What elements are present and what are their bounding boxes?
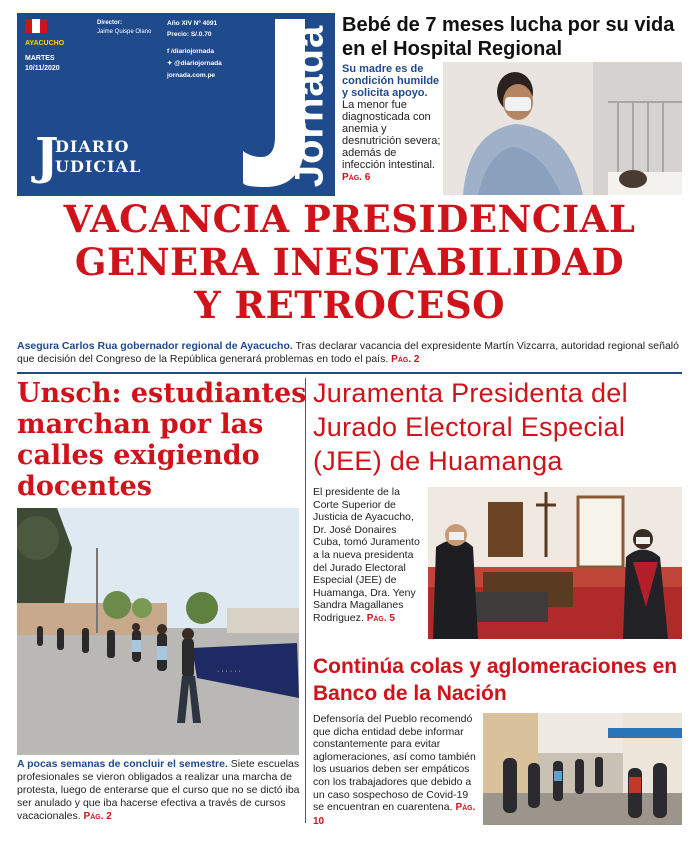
facebook-icon: f xyxy=(167,48,170,55)
diario-judicial-line1: DIARIO xyxy=(55,137,130,156)
diario-judicial-line2: UDICIAL xyxy=(55,157,142,176)
top-story-headline: Bebé de 7 meses lucha por su vida en el Hospital Regional xyxy=(342,14,675,60)
diario-judicial-logo xyxy=(35,126,155,185)
bank-queue-photo xyxy=(483,713,682,825)
peru-flag-icon xyxy=(25,19,47,33)
masthead-date: 10/11/2020 xyxy=(25,65,60,72)
banco-story-text xyxy=(313,713,481,828)
section-divider xyxy=(17,372,682,374)
banco-headline: Continúa colas y aglomeraciones en Banco de la Nación xyxy=(313,655,678,705)
website-link[interactable]: jornada.com.pe xyxy=(167,72,216,79)
main-story-page-ref[interactable]: Pág. 2 xyxy=(391,354,420,365)
banco-story-page-ref[interactable]: Pág. 10 xyxy=(313,802,476,827)
unsch-story-text xyxy=(17,758,301,823)
protest-march-photo xyxy=(17,508,299,755)
diario-judicial-initial: J xyxy=(35,126,59,185)
year-issue: Año XIV Nº 4091 xyxy=(167,20,218,27)
main-headline-line2: GENERA INESTABILIDAD xyxy=(74,240,625,284)
unsch-story-page-ref[interactable]: Pág. 2 xyxy=(83,811,112,822)
masthead-location: AYACUCHO xyxy=(25,40,65,47)
top-story-lead: Su madre es de condición humilde y solicita apoyo. xyxy=(342,63,440,99)
main-headline-line1: VACANCIA PRESIDENCIAL xyxy=(63,197,636,241)
director-label: Director: xyxy=(97,20,123,26)
jee-story-body: El presidente de la Corte Superior de Justicia de Ayacucho, Dr. José Donaires Cuba, tomó Juramento a la nueva presidenta del Jurado Electoral Especial (JEE) de Huamanga, Dra. Yeny Sandra Magallanes Rodriguez. xyxy=(313,486,420,624)
unsch-story-body: Siete escuelas profesionales se vieron obligados a realizar una marcha de protesta, luego de enterarse que el curso que no se dictó iba ser anulado y que iba hacerse efectiva a través de cursos vacacionales. xyxy=(17,758,300,822)
facebook-handle: f /diariojornada xyxy=(167,48,214,55)
hospital-photo xyxy=(443,62,682,195)
main-story-lead: Asegura Carlos Rua gobernador regional de Ayacucho. xyxy=(17,340,293,352)
unsch-headline: Unsch: estudiantes marchan por las calles exigiendo docentes xyxy=(17,378,307,502)
main-story-deck xyxy=(17,340,682,366)
main-headline-line3: Y RETROCESO xyxy=(194,283,505,327)
director-name: Jaime Quispe Olano xyxy=(97,29,152,35)
swearing-in-photo xyxy=(428,487,682,639)
main-headline xyxy=(17,198,682,327)
twitter-handle: ✦ @diariojornada xyxy=(167,60,222,67)
jee-story-page-ref[interactable]: Pág. 5 xyxy=(366,612,395,624)
price: Precio: S/.0.70 xyxy=(167,31,212,38)
jee-story-text xyxy=(313,486,421,626)
twitter-icon: ✦ xyxy=(167,60,173,67)
unsch-story-lead: A pocas semanas de concluir el semestre. xyxy=(17,758,228,770)
top-story-body: La menor fue diagnosticada con anemia y desnutrición severa; además de infección intestinal. xyxy=(342,99,441,171)
top-story-page-ref[interactable]: Pág. 6 xyxy=(342,172,371,183)
top-story-text xyxy=(342,63,442,184)
svg-text:· · · · · ·: · · · · · · xyxy=(217,668,241,675)
masthead xyxy=(17,13,335,196)
jee-headline: Juramenta Presidenta del Jurado Electoral Especial (JEE) de Huamanga xyxy=(313,378,628,476)
banco-story-body: Defensoría del Pueblo recomendó que dicha entidad debe informar constantemente para evitar aglomeraciones, así como también los usuarios deben ser empáticos con los trabajadores que debido a un caso sospechoso de Covid-19 se encuentran en cuarentena. xyxy=(313,713,476,814)
brand-name: Jornada xyxy=(287,24,332,188)
masthead-day: MARTES xyxy=(25,55,55,62)
main-story-body: Tras declarar vacancia del expresidente Martín Vizcarra, autoridad regional señaló que decisión del Congreso de la República generará problemas en todo el país. xyxy=(17,340,679,365)
